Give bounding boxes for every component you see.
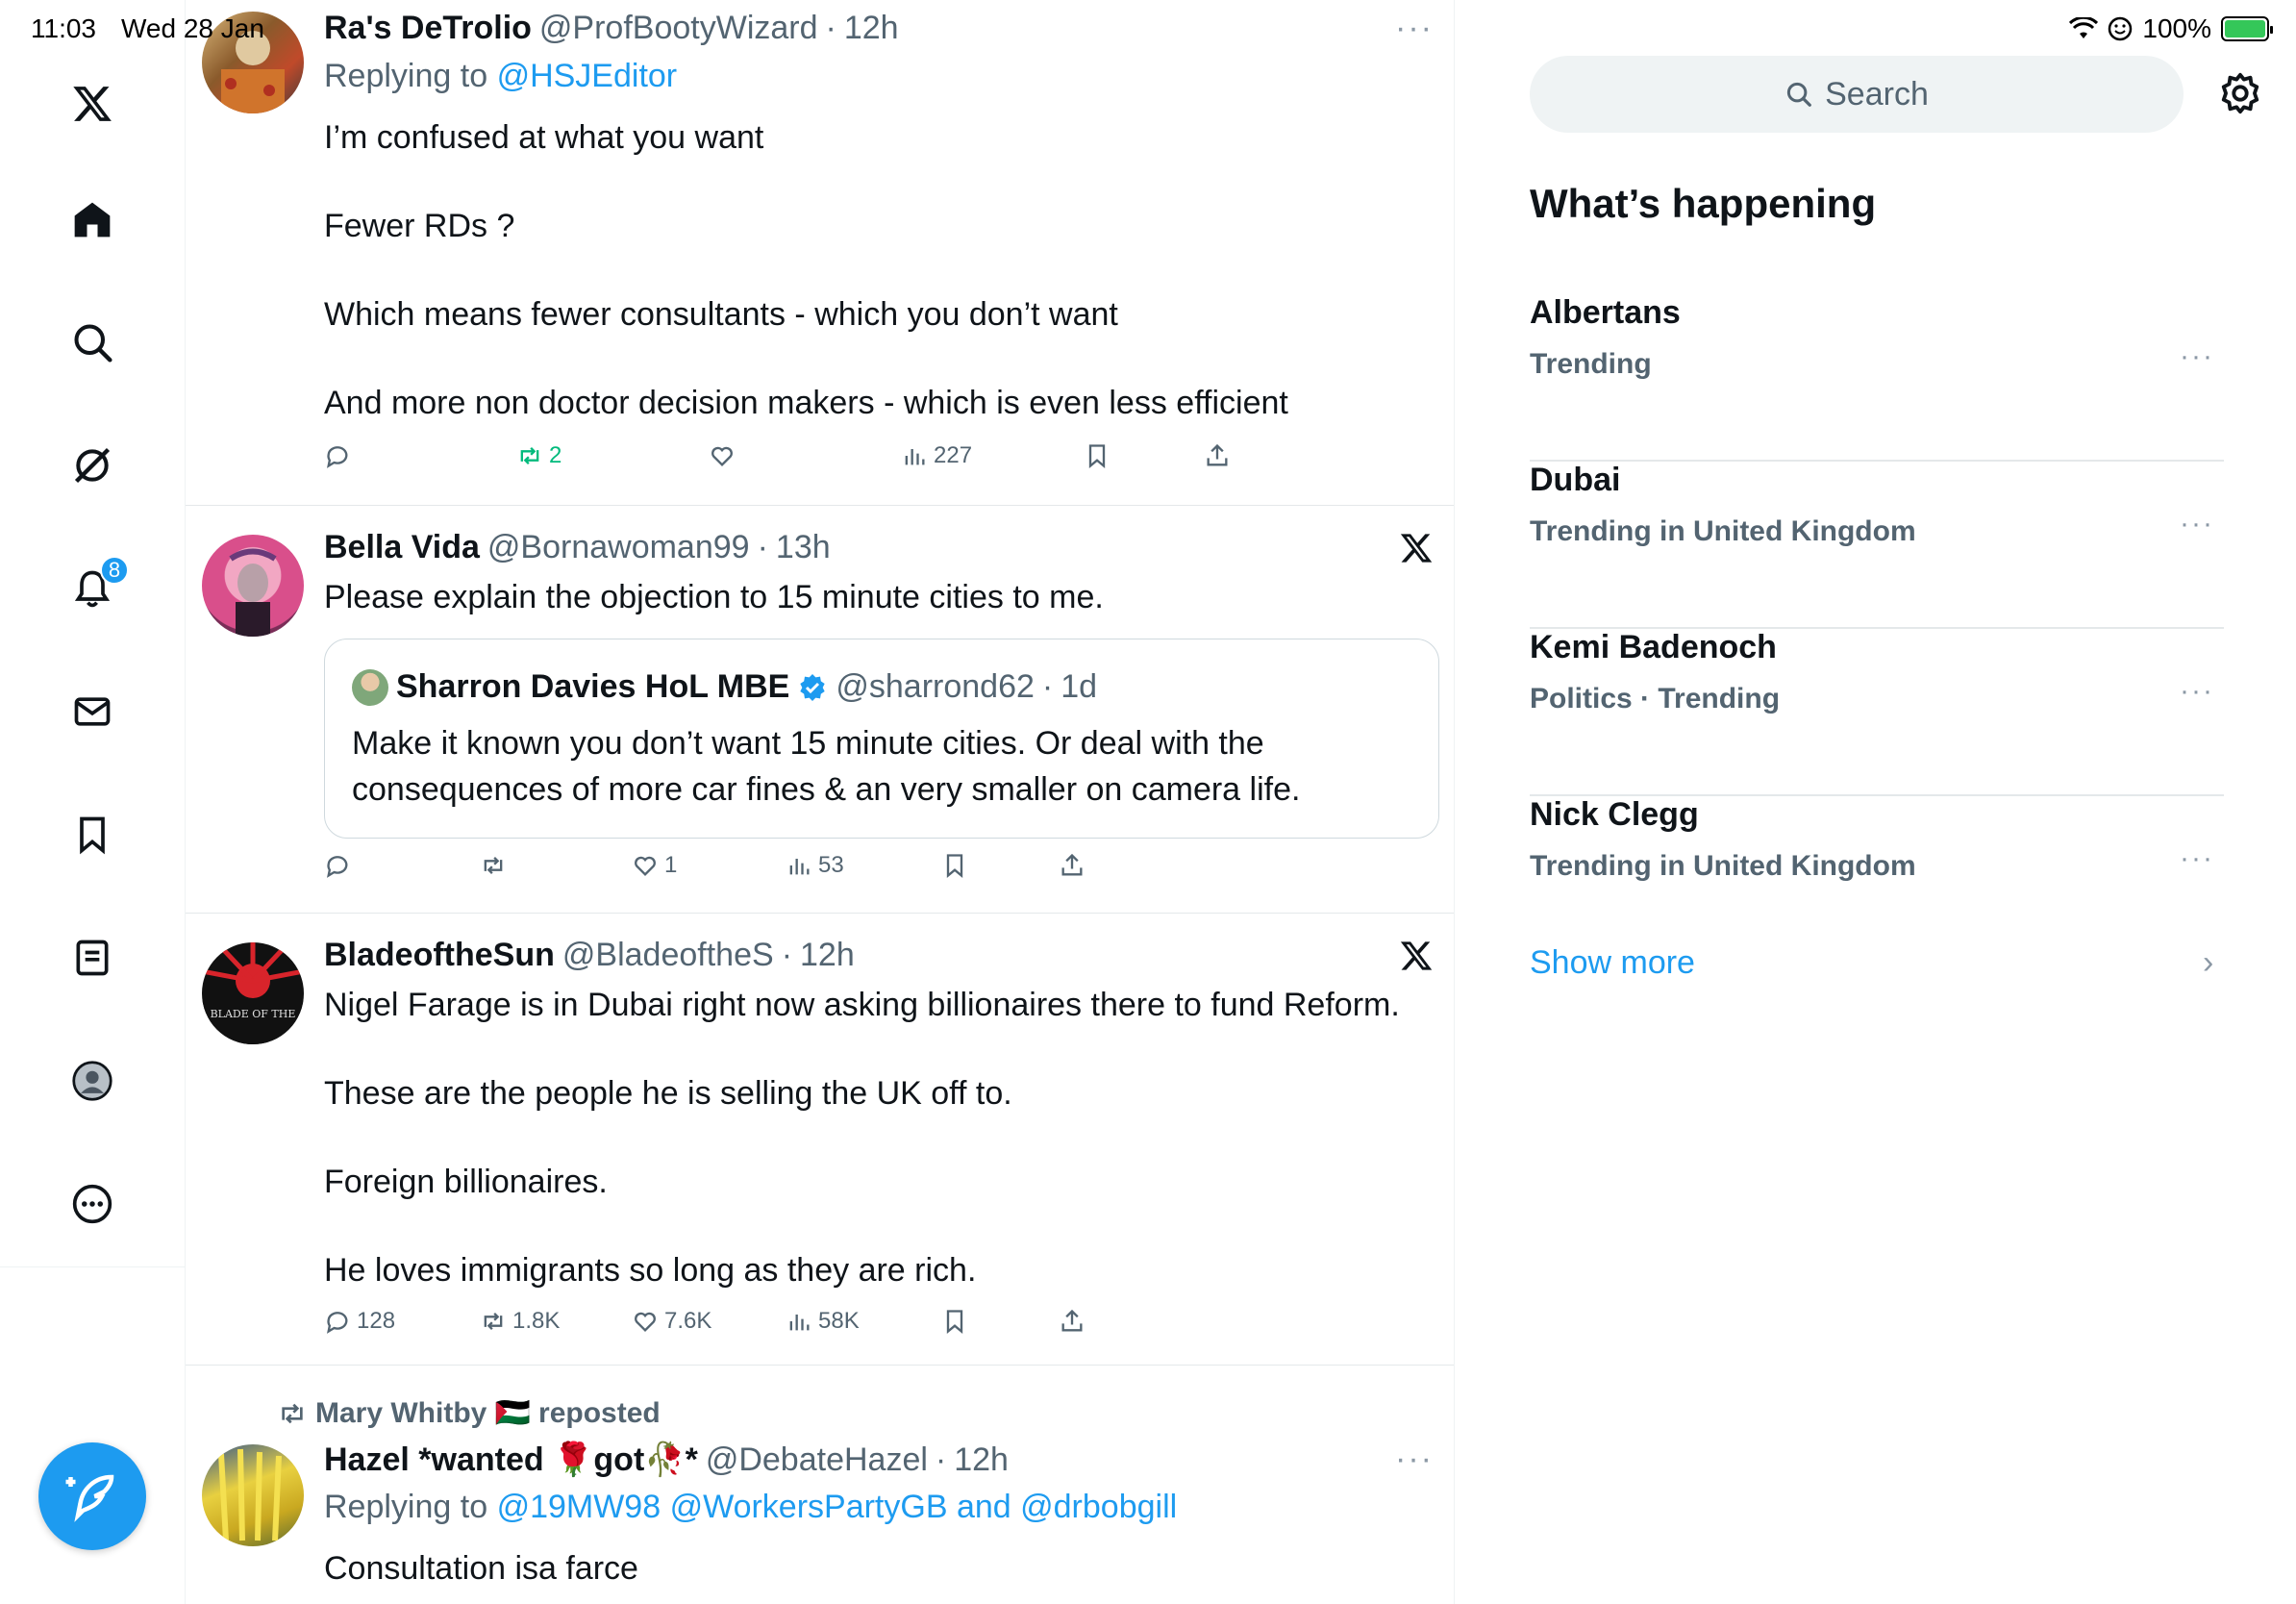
profile-icon[interactable] bbox=[63, 1052, 121, 1110]
views-count: 53 bbox=[818, 852, 844, 878]
trend-name: Albertans bbox=[1530, 294, 1681, 331]
trend-item[interactable] bbox=[1530, 462, 2224, 629]
share-button[interactable] bbox=[1204, 442, 1231, 469]
views-icon bbox=[901, 442, 928, 469]
trend-meta: Politics · Trending bbox=[1530, 683, 1781, 714]
share-button[interactable] bbox=[1059, 852, 1086, 879]
share-icon bbox=[1059, 852, 1086, 879]
trend-meta: Trending in United Kingdom bbox=[1530, 515, 1916, 547]
lists-icon[interactable] bbox=[63, 929, 121, 987]
views-icon bbox=[786, 1308, 812, 1335]
tweet-text: Consultation isa farce bbox=[324, 1550, 638, 1587]
status-date: Wed 28 Jan bbox=[121, 13, 264, 43]
compose-button[interactable] bbox=[38, 1442, 146, 1550]
reply-button[interactable] bbox=[324, 442, 357, 469]
views-count: 58K bbox=[818, 1308, 860, 1334]
trend-more-icon[interactable]: ··· bbox=[2180, 340, 2214, 372]
right-sidebar bbox=[1456, 0, 2296, 1604]
reply-count: 128 bbox=[357, 1308, 396, 1334]
more-options-icon[interactable]: ··· bbox=[1395, 10, 1434, 46]
repost-icon bbox=[480, 852, 507, 879]
replying-label: Replying to bbox=[324, 58, 488, 94]
bookmark-button[interactable] bbox=[941, 852, 968, 879]
avatar[interactable] bbox=[202, 1444, 304, 1546]
views-icon bbox=[786, 852, 812, 879]
left-navigation bbox=[0, 0, 186, 1604]
quote-avatar[interactable] bbox=[352, 669, 388, 706]
replying-to-link[interactable]: @19MW98 @WorkersPartyGB and @drbobgill bbox=[496, 1489, 1178, 1525]
replying-to bbox=[324, 1489, 1177, 1526]
search-input[interactable] bbox=[1530, 56, 2184, 133]
grok-icon[interactable] bbox=[63, 437, 121, 494]
quote-author-name[interactable]: Sharron Davies HoL MBE bbox=[396, 668, 790, 705]
x-logo-icon[interactable] bbox=[1399, 939, 1434, 973]
quote-text: Make it known you don’t want 15 minute cities. Or deal with the consequences of more car fines & an very smaller on camera life. bbox=[352, 725, 1301, 808]
trend-item[interactable] bbox=[1530, 796, 2224, 964]
tweet-header bbox=[324, 529, 831, 566]
whats-happening-title: What’s happening bbox=[1530, 181, 1877, 226]
chevron-right-icon: › bbox=[2203, 944, 2214, 981]
battery-percent: 100% bbox=[2142, 13, 2211, 43]
trend-more-icon[interactable]: ··· bbox=[2180, 842, 2214, 874]
bookmarks-icon[interactable] bbox=[63, 806, 121, 864]
author-handle[interactable]: @Bornawoman99 bbox=[487, 529, 750, 565]
battery-icon bbox=[2221, 16, 2269, 41]
repost-icon bbox=[516, 442, 543, 469]
like-count: 7.6K bbox=[664, 1308, 712, 1334]
tweet-time[interactable]: 13h bbox=[775, 529, 831, 565]
heart-icon bbox=[709, 442, 736, 469]
reply-button[interactable] bbox=[324, 852, 357, 879]
author-name[interactable]: Ra's DeTrolio bbox=[324, 10, 532, 46]
reply-icon bbox=[324, 852, 351, 879]
quote-author-handle[interactable]: @sharrond62 bbox=[836, 668, 1035, 705]
tweet-text: Nigel Farage is in Dubai right now asking billionaires there to fund Reform. These are the people he is selling the UK off to. Foreign billionaires. He loves immigrants so long as they are rich. bbox=[324, 987, 1400, 1289]
separator-dot: · bbox=[935, 1441, 947, 1478]
like-count: 1 bbox=[664, 852, 678, 878]
repost-count: 2 bbox=[549, 442, 562, 468]
trend-name: Nick Clegg bbox=[1530, 796, 1699, 833]
tweet-ras-detrolio[interactable] bbox=[186, 0, 1455, 506]
tweet-bella-vida[interactable] bbox=[186, 506, 1455, 914]
heart-icon bbox=[632, 1308, 659, 1335]
tweet-time[interactable]: 12h bbox=[800, 937, 855, 973]
views-button[interactable] bbox=[786, 1308, 860, 1335]
like-button[interactable] bbox=[632, 852, 677, 879]
trend-item[interactable] bbox=[1530, 629, 2224, 796]
views-count: 227 bbox=[934, 442, 973, 468]
author-name[interactable]: Hazel *wanted 🌹got🥀* bbox=[324, 1441, 698, 1478]
bookmark-icon bbox=[941, 1308, 968, 1335]
separator-dot: · bbox=[825, 10, 836, 46]
tweet-text: I’m confused at what you want Fewer RDs ? Which means fewer consultants - which you don’t want And more non doctor decision makers - which is even less efficient bbox=[324, 119, 1288, 421]
reposted-by[interactable]: Mary Whitby 🇵🇸 bbox=[315, 1397, 532, 1429]
trend-more-icon[interactable]: ··· bbox=[2180, 508, 2214, 539]
author-name[interactable]: BladeoftheSun bbox=[324, 937, 555, 973]
tweet-actions bbox=[324, 442, 1285, 481]
trend-meta: Trending in United Kingdom bbox=[1530, 850, 1916, 882]
verified-badge-icon bbox=[797, 672, 828, 703]
share-icon bbox=[1204, 442, 1231, 469]
gear-icon[interactable] bbox=[2218, 71, 2262, 115]
separator-dot: · bbox=[1041, 668, 1054, 705]
reply-button[interactable] bbox=[324, 1308, 395, 1335]
repost-icon bbox=[480, 1308, 507, 1335]
avatar-text: BLADE OF THE bbox=[210, 1008, 296, 1020]
compose-feather-icon bbox=[63, 1467, 121, 1525]
quote-header bbox=[352, 668, 1097, 706]
reply-icon bbox=[324, 442, 351, 469]
status-bar-left bbox=[31, 13, 264, 44]
x-logo-icon[interactable] bbox=[63, 75, 121, 133]
share-button[interactable] bbox=[1059, 1308, 1086, 1335]
tweet-header bbox=[324, 1441, 1009, 1479]
bookmark-icon bbox=[941, 852, 968, 879]
trend-name: Dubai bbox=[1530, 462, 1621, 498]
replying-label: Replying to bbox=[324, 1489, 488, 1525]
repost-count: 1.8K bbox=[512, 1308, 561, 1334]
search-icon[interactable] bbox=[63, 313, 121, 371]
tweet-hazel[interactable] bbox=[186, 1366, 1455, 1604]
status-time: 11:03 bbox=[31, 13, 96, 43]
repost-button[interactable] bbox=[480, 1308, 560, 1335]
tweet-actions bbox=[324, 852, 1285, 890]
repost-icon bbox=[277, 1398, 308, 1429]
bookmark-icon bbox=[1084, 442, 1111, 469]
avatar[interactable] bbox=[202, 535, 304, 637]
tweet-actions bbox=[324, 1308, 1285, 1346]
author-handle[interactable]: @ProfBootyWizard bbox=[538, 10, 818, 46]
more-options-icon[interactable]: ··· bbox=[1395, 1441, 1434, 1477]
tweet-header bbox=[324, 937, 855, 974]
author-handle[interactable]: @BladeoftheS bbox=[562, 937, 774, 973]
search-placeholder: Search bbox=[1825, 75, 1929, 113]
separator-dot: · bbox=[781, 937, 793, 973]
search-icon bbox=[1784, 80, 1813, 109]
like-button[interactable] bbox=[632, 1308, 711, 1335]
trend-meta: Trending bbox=[1530, 348, 1652, 380]
notifications-icon[interactable] bbox=[63, 560, 121, 617]
separator-dot: · bbox=[757, 529, 768, 565]
replying-to bbox=[324, 58, 677, 95]
more-icon[interactable] bbox=[63, 1175, 121, 1233]
quoted-tweet[interactable] bbox=[324, 639, 1439, 839]
repost-button[interactable] bbox=[516, 442, 562, 469]
share-icon bbox=[1059, 1308, 1086, 1335]
status-bar-right bbox=[2069, 13, 2269, 44]
timeline-feed bbox=[186, 0, 1455, 1604]
tweet-text: Please explain the objection to 15 minute cities to me. bbox=[324, 579, 1104, 615]
like-button[interactable] bbox=[709, 442, 741, 469]
replying-to-link[interactable]: @HSJEditor bbox=[496, 58, 678, 94]
trend-name: Kemi Badenoch bbox=[1530, 629, 1777, 665]
bookmark-button[interactable] bbox=[1084, 442, 1111, 469]
avatar[interactable] bbox=[202, 942, 304, 1044]
repost-button[interactable] bbox=[480, 852, 512, 879]
bookmark-button[interactable] bbox=[941, 1308, 968, 1335]
tweet-time[interactable]: 12h bbox=[843, 10, 899, 46]
wifi-icon bbox=[2069, 17, 2098, 40]
quote-time[interactable]: 1d bbox=[1061, 668, 1098, 705]
tweet-time[interactable]: 12h bbox=[954, 1441, 1009, 1478]
author-handle[interactable]: @DebateHazel bbox=[705, 1441, 928, 1478]
reply-icon bbox=[324, 1308, 351, 1335]
tweet-header bbox=[324, 10, 899, 47]
show-more-link[interactable]: Show more bbox=[1530, 944, 1695, 981]
notification-badge: 8 bbox=[100, 556, 129, 585]
repost-attribution bbox=[277, 1396, 661, 1430]
trend-more-icon[interactable]: ··· bbox=[2180, 675, 2214, 707]
home-icon[interactable] bbox=[63, 190, 121, 248]
reposted-label: reposted bbox=[538, 1396, 661, 1429]
views-button[interactable] bbox=[786, 852, 844, 879]
heart-icon bbox=[632, 852, 659, 879]
messages-icon[interactable] bbox=[63, 683, 121, 740]
trend-item[interactable] bbox=[1530, 294, 2224, 462]
author-name[interactable]: Bella Vida bbox=[324, 529, 480, 565]
focus-smiley-icon bbox=[2108, 16, 2133, 41]
x-logo-icon[interactable] bbox=[1399, 531, 1434, 565]
tweet-bladeofthesun[interactable] bbox=[186, 914, 1455, 1366]
views-button[interactable] bbox=[901, 442, 972, 469]
